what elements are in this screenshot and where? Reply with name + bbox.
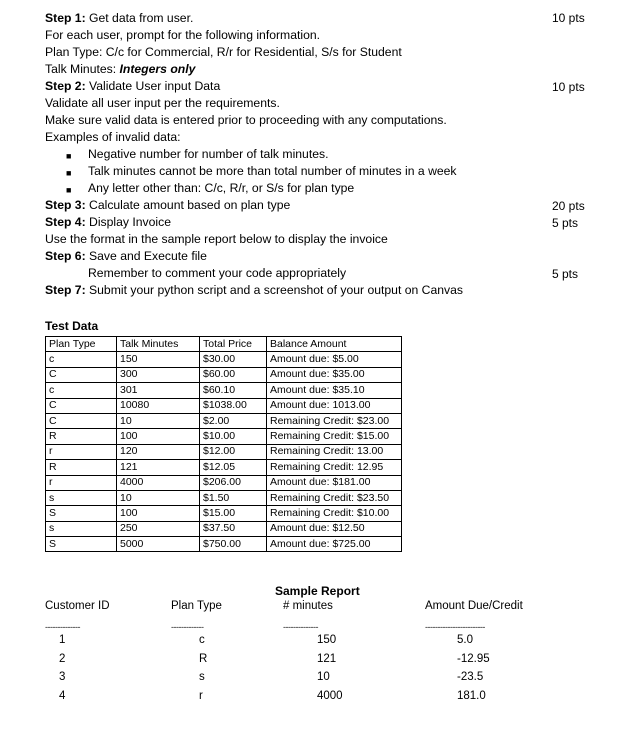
report-amount: 181.0 xyxy=(457,689,486,702)
bullet-icon: ■ xyxy=(66,168,72,178)
talk-minutes-cell: 4000 xyxy=(117,475,200,490)
total-price-cell: $60.00 xyxy=(200,367,267,382)
report-customer-id: 1 xyxy=(59,634,66,646)
total-price-cell: $1038.00 xyxy=(200,398,267,413)
balance-cell: Remaining Credit: $10.00 xyxy=(267,506,402,521)
table-row xyxy=(46,413,402,428)
balance-cell: Amount due: $5.00 xyxy=(267,352,402,367)
table-row xyxy=(46,460,402,475)
bullet-2: Talk minutes cannot be more than total number of minutes in a week xyxy=(88,164,457,178)
talk-minutes-cell: 100 xyxy=(117,506,200,521)
dash-rule: ------------- xyxy=(171,622,204,632)
table-row xyxy=(46,352,402,367)
report-customer-id: 2 xyxy=(59,652,66,665)
table-row xyxy=(46,490,402,505)
talk-minutes-cell: 121 xyxy=(117,460,200,475)
step4-line: Step 4: Display Invoice xyxy=(45,215,171,229)
plan-type-cell: c xyxy=(46,352,117,367)
table-row xyxy=(46,475,402,490)
table-row xyxy=(46,367,402,382)
talk-minutes-cell: 10 xyxy=(117,490,200,505)
balance-cell: Remaining Credit: 12.95 xyxy=(267,460,402,475)
test-data-title: Test Data xyxy=(45,319,99,333)
report-customer-id: 4 xyxy=(59,689,66,702)
report-minutes: 10 xyxy=(317,671,330,683)
format-line: Use the format in the sample report below to display the invoice xyxy=(45,232,388,246)
step7-line: Step 7: Submit your python script and a screenshot of your output on Canvas xyxy=(45,283,463,297)
plan-type-cell: C xyxy=(46,398,117,413)
comment-points: 5 pts xyxy=(552,267,579,281)
header-plan-type: Plan Type xyxy=(46,337,117,352)
table-row xyxy=(46,383,402,398)
table-row xyxy=(46,429,402,444)
report-amount: 5.0 xyxy=(457,634,473,646)
total-price-cell: $12.05 xyxy=(200,460,267,475)
step1-points: 10 pts xyxy=(552,11,585,25)
balance-cell: Amount due: $725.00 xyxy=(267,537,402,552)
talk-minutes-line: Talk Minutes: Integers only xyxy=(45,62,196,76)
report-plan-type: R xyxy=(199,652,208,665)
dash-rule: -------------- xyxy=(45,622,80,632)
plan-type-cell: S xyxy=(46,537,117,552)
report-plan-type: s xyxy=(199,671,205,683)
step2-points: 10 pts xyxy=(552,80,585,94)
balance-cell: Amount due: $35.10 xyxy=(267,383,402,398)
header-talk-minutes: Talk Minutes xyxy=(117,337,200,352)
balance-cell: Remaining Credit: $23.50 xyxy=(267,490,402,505)
total-price-cell: $30.00 xyxy=(200,352,267,367)
talk-minutes-cell: 300 xyxy=(117,367,200,382)
dash-rule: ------------------------ xyxy=(425,622,485,632)
plan-type-cell: s xyxy=(46,521,117,536)
report-plan-type: c xyxy=(199,634,205,646)
test-data-table xyxy=(45,336,402,552)
talk-minutes-cell: 10 xyxy=(117,413,200,428)
report-plan-type: r xyxy=(199,689,203,702)
plan-type-cell: s xyxy=(46,490,117,505)
talk-minutes-cell: 10080 xyxy=(117,398,200,413)
report-minutes: 150 xyxy=(317,634,337,646)
bullet-icon: ■ xyxy=(66,185,72,195)
plan-type-cell: c xyxy=(46,383,117,398)
validate-line: Validate all user input per the requirements. xyxy=(45,96,280,110)
valid-before-line: Make sure valid data is entered prior to proceeding with any computations. xyxy=(45,113,447,127)
plan-type-cell: C xyxy=(46,367,117,382)
report-minutes: 121 xyxy=(317,652,337,665)
header-total-price: Total Price xyxy=(200,337,267,352)
talk-minutes-cell: 250 xyxy=(117,521,200,536)
step2-line: Step 2: Validate User input Data xyxy=(45,79,221,93)
dash-rule: -------------- xyxy=(283,622,318,632)
balance-cell: Amount due: $181.00 xyxy=(267,475,402,490)
total-price-cell: $10.00 xyxy=(200,429,267,444)
talk-minutes-cell: 301 xyxy=(117,383,200,398)
plan-type-cell: r xyxy=(46,475,117,490)
table-header-row xyxy=(46,337,402,352)
total-price-cell: $1.50 xyxy=(200,490,267,505)
plan-type-cell: C xyxy=(46,413,117,428)
step1-line: Step 1: Get data from user. xyxy=(45,11,194,25)
bullet-3: Any letter other than: C/c, R/r, or S/s for plan type xyxy=(88,181,355,195)
balance-cell: Amount due: $12.50 xyxy=(267,521,402,536)
talk-minutes-cell: 100 xyxy=(117,429,200,444)
table-row xyxy=(46,506,402,521)
table-row xyxy=(46,398,402,413)
balance-cell: Remaining Credit: $15.00 xyxy=(267,429,402,444)
balance-cell: Amount due: 1013.00 xyxy=(267,398,402,413)
report-amount: -12.95 xyxy=(457,652,490,665)
total-price-cell: $12.00 xyxy=(200,444,267,459)
step4-points: 5 pts xyxy=(552,216,579,230)
plan-type-line: Plan Type: C/c for Commercial, R/r for Residential, S/s for Student xyxy=(45,45,402,59)
plan-type-cell: R xyxy=(46,429,117,444)
bullet-icon: ■ xyxy=(66,151,72,161)
report-header-plan: Plan Type xyxy=(171,600,222,612)
report-header-amount: Amount Due/Credit xyxy=(425,600,523,612)
plan-type-cell: S xyxy=(46,506,117,521)
table-row xyxy=(46,521,402,536)
total-price-cell: $750.00 xyxy=(200,537,267,552)
balance-cell: Remaining Credit: $23.00 xyxy=(267,413,402,428)
talk-minutes-cell: 120 xyxy=(117,444,200,459)
report-customer-id: 3 xyxy=(59,671,66,683)
report-amount: -23.5 xyxy=(457,671,484,683)
talk-minutes-cell: 150 xyxy=(117,352,200,367)
total-price-cell: $37.50 xyxy=(200,521,267,536)
report-minutes: 4000 xyxy=(317,689,343,702)
header-balance: Balance Amount xyxy=(267,337,402,352)
prompt-line: For each user, prompt for the following information. xyxy=(45,28,321,42)
plan-type-cell: r xyxy=(46,444,117,459)
bullet-1: Negative number for number of talk minutes. xyxy=(88,147,329,161)
plan-type-cell: R xyxy=(46,460,117,475)
step3-line: Step 3: Calculate amount based on plan type xyxy=(45,198,291,212)
report-header-customer: Customer ID xyxy=(45,600,110,612)
report-title: Sample Report xyxy=(275,584,360,598)
total-price-cell: $15.00 xyxy=(200,506,267,521)
balance-cell: Amount due: $35.00 xyxy=(267,367,402,382)
table-row xyxy=(46,444,402,459)
table-row xyxy=(46,537,402,552)
step6-line: Step 6: Save and Execute file xyxy=(45,249,207,263)
comment-line: Remember to comment your code appropriately xyxy=(88,266,347,280)
total-price-cell: $2.00 xyxy=(200,413,267,428)
total-price-cell: $60.10 xyxy=(200,383,267,398)
invalid-examples-line: Examples of invalid data: xyxy=(45,130,181,144)
total-price-cell: $206.00 xyxy=(200,475,267,490)
balance-cell: Remaining Credit: 13.00 xyxy=(267,444,402,459)
talk-minutes-cell: 5000 xyxy=(117,537,200,552)
step3-points: 20 pts xyxy=(552,199,585,213)
report-header-minutes: # minutes xyxy=(283,600,333,612)
